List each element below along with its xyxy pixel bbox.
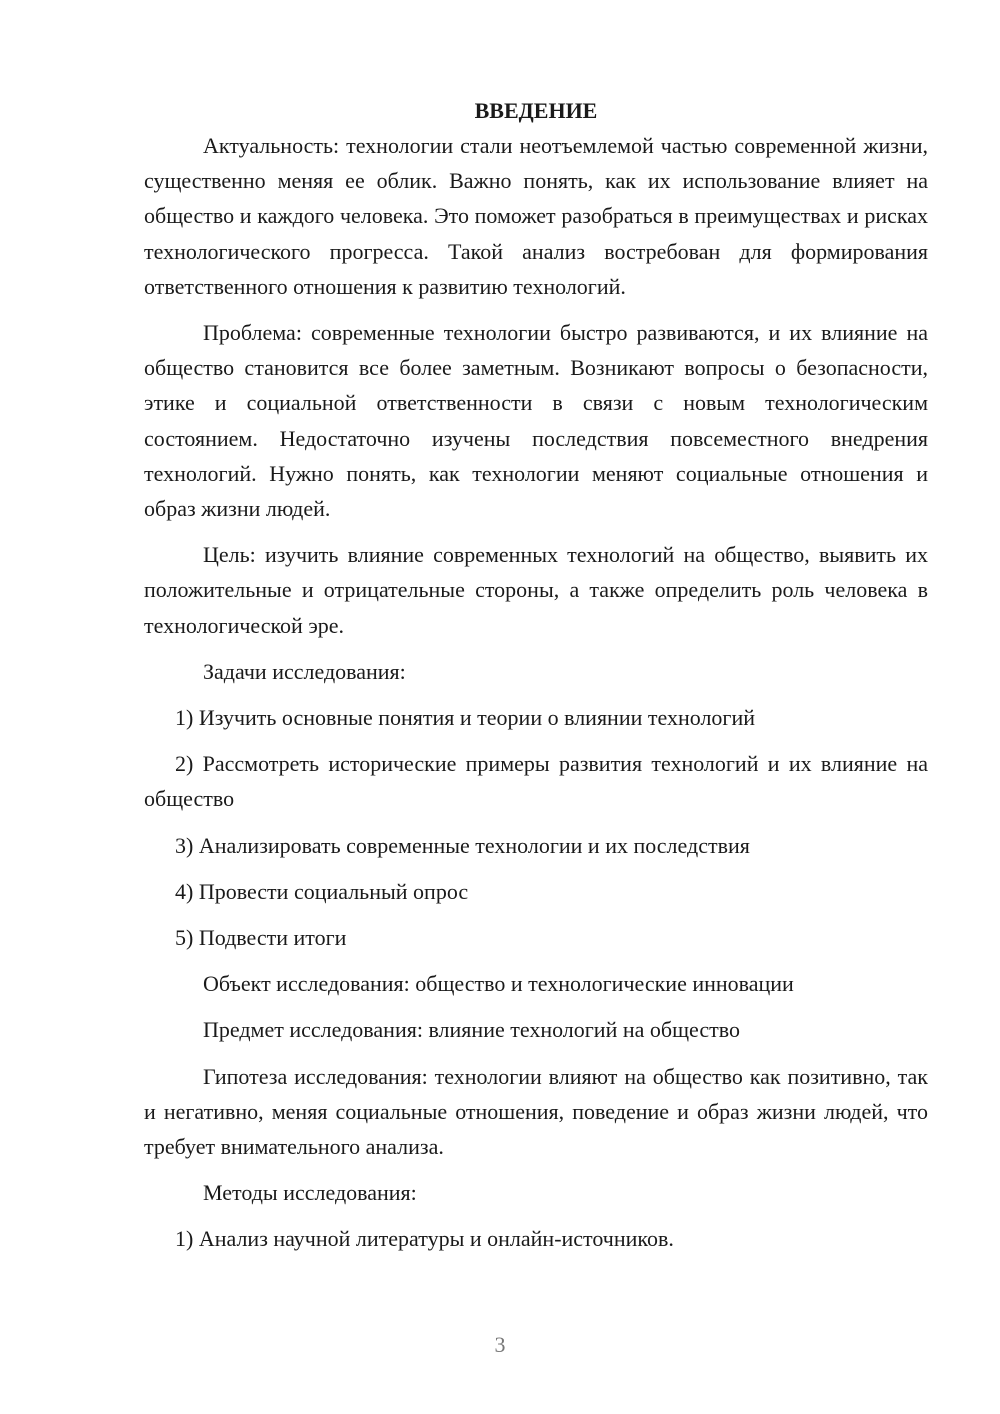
page-number: 3 — [494, 1332, 506, 1357]
task-item: 1) Изучить основные понятия и теории о влиянии технологий — [175, 705, 756, 731]
methods-heading: Методы исследования: — [203, 1180, 417, 1206]
page-content — [144, 94, 928, 1257]
paragraph-goal: Цель: изучить влияние современных технологий на общество, выявить их положительные и отрицательные стороны, а также определить роль человека в технологической эре. — [144, 542, 928, 638]
paragraph-hypothesis: Гипотеза исследования: технологии влияют на общество как позитивно, так и негативно, меняя социальные отношения, поведение и образ жизни людей, что требует внимательного анализа. — [144, 1063, 928, 1160]
task-item: 5) Подвести итоги — [175, 925, 347, 951]
task-item: 4) Провести социальный опрос — [175, 878, 469, 904]
page-title: ВВЕДЕНИЕ — [474, 98, 598, 123]
paragraph-problem: Проблема: современные технологии быстро развиваются, и их влияние на общество становится все более заметным. Возникают вопросы о безопасности, этике и социальной ответственности в связи с новым технологическим состоянием. Недостаточно изучены последствия повсеместного внедрения технологий. Нужно понять, как технологии меняют социальные отношения и образ жизни людей. — [144, 320, 928, 522]
task-item: 3) Анализировать современные технологии и их последствия — [175, 832, 750, 858]
paragraph-subject: Предмет исследования: влияние технологий на общество — [203, 1017, 740, 1043]
paragraph-relevance: Актуальность: технологии стали неотъемлемой частью современной жизни, существенно меняя ее облик. Важно понять, как их использование влияет на общество и каждого человека. Это поможет разобраться в преимуществах и рисках технологического прогресса. Такой анализ востребован для формирования ответственного отношения к развитию технологий. — [144, 133, 928, 299]
task-item: 2) Рассмотреть исторические примеры развития технологий и их влияние на общество — [144, 751, 928, 812]
paragraph-object: Объект исследования: общество и технологические инновации — [203, 971, 794, 997]
method-item: 1) Анализ научной литературы и онлайн-источников. — [175, 1226, 674, 1252]
tasks-heading: Задачи исследования: — [203, 658, 406, 684]
